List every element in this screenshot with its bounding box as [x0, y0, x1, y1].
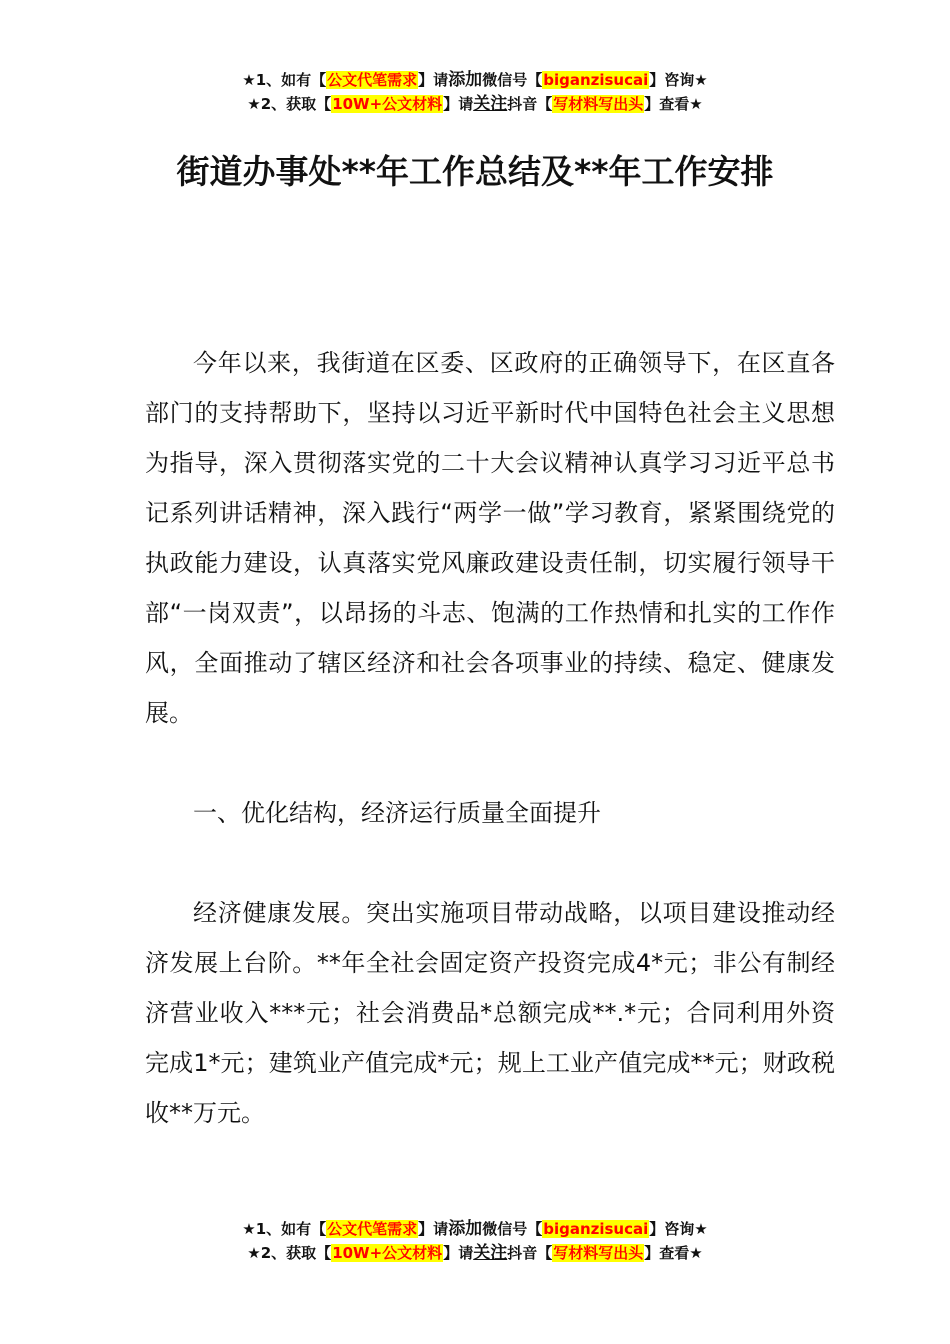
promo-emphasis-add: 添加: [448, 1219, 483, 1239]
promo-line-1-prefix: ★1、如有【: [242, 1220, 327, 1238]
promo-line-1: [0, 1217, 950, 1241]
promo-line-2-suffix: 】查看★: [644, 95, 703, 113]
promo-emphasis-add: 添加: [448, 70, 483, 90]
intro-paragraph: 今年以来，我街道在区委、区政府的正确领导下，在区直各部门的支持帮助下，坚持以习近平新时代中国特色社会主义思想为指导，深入贯彻落实党的二十大会议精神认真学习习近平总书记系列讲话精神，深入践行“两学一做”学习教育，紧紧围绕党的执政能力建设，认真落实党风廉政建设责任制，切实履行领导干部“一岗双责”，以昂扬的斗志、饱满的工作热情和扎实的工作作风，全面推动了辖区经济和社会各项事业的持续、稳定、健康发展。: [145, 349, 835, 727]
promo-highlight-materials: 10W+公文材料: [332, 1244, 443, 1262]
promo-line-1-suffix: 】咨询★: [649, 1220, 708, 1238]
promo-line-2-suffix: 】查看★: [644, 1244, 703, 1262]
promo-line-2-mid2: 抖音【: [507, 95, 553, 113]
promo-line-1-mid: 】请: [418, 71, 449, 89]
promo-highlight-wechat-id: biganzisucai: [543, 71, 649, 89]
document-title: 街道办事处**年工作总结及**年工作安排: [176, 152, 774, 191]
document-body: [145, 338, 835, 1138]
promo-line-1-suffix: 】咨询★: [649, 71, 708, 89]
promo-line-2-prefix: ★2、获取【: [247, 1244, 332, 1262]
promo-line-1-mid2: 微信号【: [482, 1220, 543, 1238]
promo-line-2-mid: 】请: [443, 1244, 474, 1262]
promo-highlight-wechat-id: biganzisucai: [543, 1220, 649, 1238]
promo-highlight-service: 公文代笔需求: [327, 1220, 418, 1238]
promo-highlight-service: 公文代笔需求: [327, 71, 418, 89]
promo-highlight-douyin: 写材料写出头: [553, 1244, 644, 1262]
promo-highlight-douyin: 写材料写出头: [553, 95, 644, 113]
economy-paragraph: 经济健康发展。突出实施项目带动战略，以项目建设推动经济发展上台阶。**年全社会固定资产投资完成4*元；非公有制经济营业收入***元；社会消费品*总额完成**.*元；合同利用外资完成1*元；建筑业产值完成*元；规上工业产值完成**元；财政税收**万元。: [145, 899, 835, 1127]
promo-line-2-mid: 】请: [443, 95, 474, 113]
promo-line-2-mid2: 抖音【: [507, 1244, 553, 1262]
promo-line-1: [0, 68, 950, 92]
promo-line-1-prefix: ★1、如有【: [242, 71, 327, 89]
promo-emphasis-follow: 关注: [473, 94, 508, 114]
section-heading-1: 一、优化结构，经济运行质量全面提升: [193, 799, 601, 827]
promo-banner-bottom: [0, 1217, 950, 1265]
promo-line-2: [0, 1241, 950, 1265]
promo-emphasis-follow: 关注: [473, 1243, 508, 1263]
promo-banner-top: [0, 68, 950, 116]
promo-highlight-materials: 10W+公文材料: [332, 95, 443, 113]
promo-line-1-mid2: 微信号【: [482, 71, 543, 89]
promo-line-1-mid: 】请: [418, 1220, 449, 1238]
promo-line-2: [0, 92, 950, 116]
promo-line-2-prefix: ★2、获取【: [247, 95, 332, 113]
